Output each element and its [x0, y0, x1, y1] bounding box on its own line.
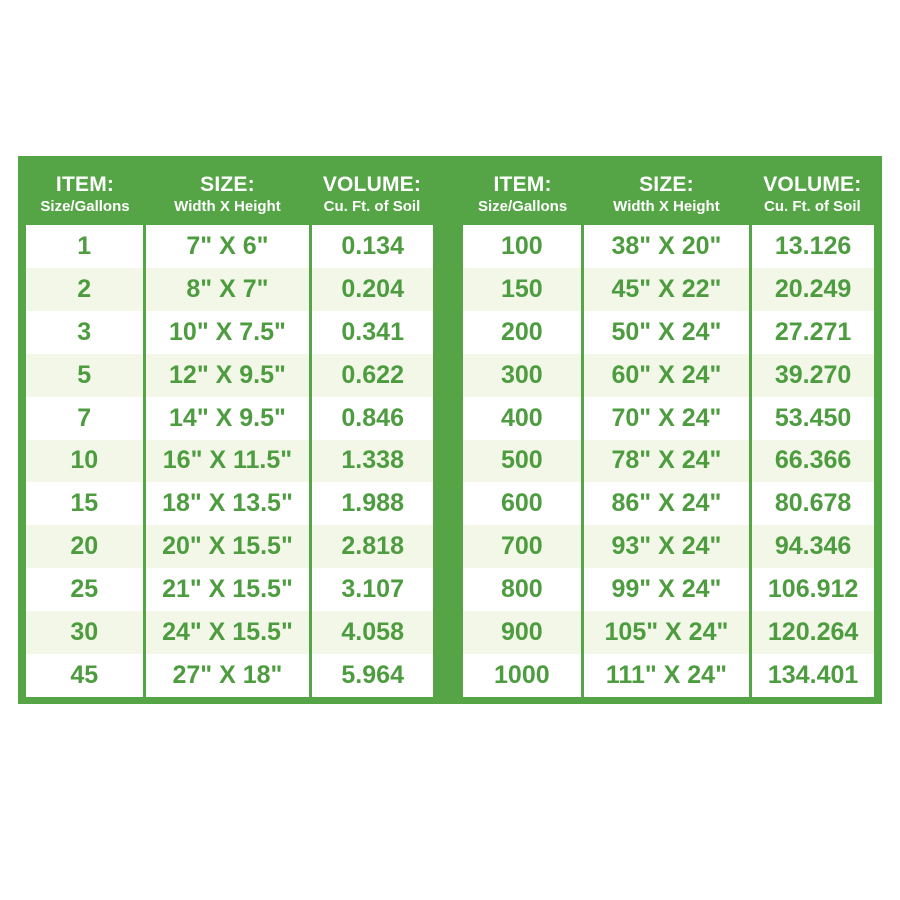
cell-size: 14" X 9.5"	[144, 397, 311, 440]
table-row	[463, 568, 874, 611]
cell-volume: 2.818	[311, 525, 433, 568]
table-row	[26, 440, 433, 483]
cell-size: 7" X 6"	[144, 225, 311, 268]
small-sizes-table-body	[26, 225, 433, 697]
table-row	[26, 482, 433, 525]
cell-item: 900	[463, 611, 582, 654]
table-row	[26, 525, 433, 568]
header-size-sub: Width X Height	[613, 197, 720, 215]
cell-size: 78" X 24"	[582, 440, 751, 483]
header-item-main: ITEM:	[55, 172, 115, 196]
small-sizes-table-block	[18, 156, 440, 704]
cell-volume: 1.338	[311, 440, 433, 483]
large-sizes-table-head	[463, 163, 874, 225]
table-row	[463, 311, 874, 354]
table-header-row	[26, 163, 433, 225]
cell-volume: 4.058	[311, 611, 433, 654]
size-volume-chart	[18, 156, 882, 704]
cell-volume: 1.988	[311, 482, 433, 525]
cell-size: 8" X 7"	[144, 268, 311, 311]
cell-item: 200	[463, 311, 582, 354]
cell-item: 30	[26, 611, 144, 654]
table-row	[463, 354, 874, 397]
cell-size: 50" X 24"	[582, 311, 751, 354]
cell-volume: 0.341	[311, 311, 433, 354]
cell-volume: 13.126	[751, 225, 874, 268]
cell-size: 27" X 18"	[144, 654, 311, 697]
cell-size: 111" X 24"	[582, 654, 751, 697]
header-size	[144, 163, 311, 225]
cell-item: 5	[26, 354, 144, 397]
header-volume	[751, 163, 874, 225]
cell-size: 21" X 15.5"	[144, 568, 311, 611]
cell-size: 45" X 22"	[582, 268, 751, 311]
table-header-row	[463, 163, 874, 225]
table-row	[26, 397, 433, 440]
cell-item: 500	[463, 440, 582, 483]
large-sizes-table-block	[456, 156, 882, 704]
cell-size: 60" X 24"	[582, 354, 751, 397]
header-size-main: SIZE:	[639, 172, 694, 196]
table-row	[26, 654, 433, 697]
cell-volume: 20.249	[751, 268, 874, 311]
cell-size: 99" X 24"	[582, 568, 751, 611]
cell-item: 700	[463, 525, 582, 568]
cell-volume: 134.401	[751, 654, 874, 697]
cell-size: 20" X 15.5"	[144, 525, 311, 568]
cell-volume: 5.964	[311, 654, 433, 697]
cell-size: 18" X 13.5"	[144, 482, 311, 525]
cell-item: 100	[463, 225, 582, 268]
header-volume-sub: Cu. Ft. of Soil	[764, 197, 861, 215]
cell-volume: 39.270	[751, 354, 874, 397]
cell-size: 24" X 15.5"	[144, 611, 311, 654]
table-row	[26, 354, 433, 397]
cell-size: 86" X 24"	[582, 482, 751, 525]
cell-volume: 0.622	[311, 354, 433, 397]
cell-item: 2	[26, 268, 144, 311]
header-item-sub: Size/Gallons	[40, 197, 130, 215]
cell-item: 3	[26, 311, 144, 354]
header-item-sub: Size/Gallons	[477, 197, 568, 215]
cell-item: 10	[26, 440, 144, 483]
cell-item: 600	[463, 482, 582, 525]
cell-item: 15	[26, 482, 144, 525]
header-volume	[311, 163, 433, 225]
header-item	[26, 163, 144, 225]
header-size	[582, 163, 751, 225]
cell-volume: 0.846	[311, 397, 433, 440]
cell-size: 70" X 24"	[582, 397, 751, 440]
cell-item: 400	[463, 397, 582, 440]
table-row	[463, 482, 874, 525]
header-item	[463, 163, 582, 225]
table-row	[463, 654, 874, 697]
cell-volume: 66.366	[751, 440, 874, 483]
table-row	[463, 225, 874, 268]
cell-volume: 94.346	[751, 525, 874, 568]
cell-size: 10" X 7.5"	[144, 311, 311, 354]
cell-volume: 3.107	[311, 568, 433, 611]
cell-item: 150	[463, 268, 582, 311]
table-row	[26, 568, 433, 611]
table-row	[26, 311, 433, 354]
large-sizes-table	[463, 163, 874, 697]
table-divider	[440, 156, 456, 704]
small-sizes-table	[26, 163, 433, 697]
cell-item: 1	[26, 225, 144, 268]
header-volume-main: VOLUME:	[763, 172, 862, 196]
cell-volume: 106.912	[751, 568, 874, 611]
table-row	[463, 611, 874, 654]
cell-volume: 27.271	[751, 311, 874, 354]
cell-item: 7	[26, 397, 144, 440]
header-volume-sub: Cu. Ft. of Soil	[323, 197, 421, 215]
cell-item: 800	[463, 568, 582, 611]
cell-volume: 120.264	[751, 611, 874, 654]
table-row	[26, 225, 433, 268]
cell-size: 105" X 24"	[582, 611, 751, 654]
small-sizes-table-head	[26, 163, 433, 225]
large-sizes-table-body	[463, 225, 874, 697]
cell-volume: 0.204	[311, 268, 433, 311]
cell-item: 20	[26, 525, 144, 568]
table-row	[463, 397, 874, 440]
cell-size: 93" X 24"	[582, 525, 751, 568]
header-item-main: ITEM:	[493, 172, 552, 196]
cell-item: 25	[26, 568, 144, 611]
cell-size: 12" X 9.5"	[144, 354, 311, 397]
cell-item: 300	[463, 354, 582, 397]
cell-item: 45	[26, 654, 144, 697]
table-row	[26, 268, 433, 311]
cell-size: 16" X 11.5"	[144, 440, 311, 483]
cell-volume: 0.134	[311, 225, 433, 268]
header-size-main: SIZE:	[200, 172, 255, 196]
header-size-sub: Width X Height	[174, 197, 281, 215]
cell-size: 38" X 20"	[582, 225, 751, 268]
table-row	[26, 611, 433, 654]
table-row	[463, 440, 874, 483]
cell-volume: 80.678	[751, 482, 874, 525]
table-row	[463, 268, 874, 311]
cell-volume: 53.450	[751, 397, 874, 440]
header-volume-main: VOLUME:	[322, 172, 422, 196]
table-row	[463, 525, 874, 568]
cell-item: 1000	[463, 654, 582, 697]
